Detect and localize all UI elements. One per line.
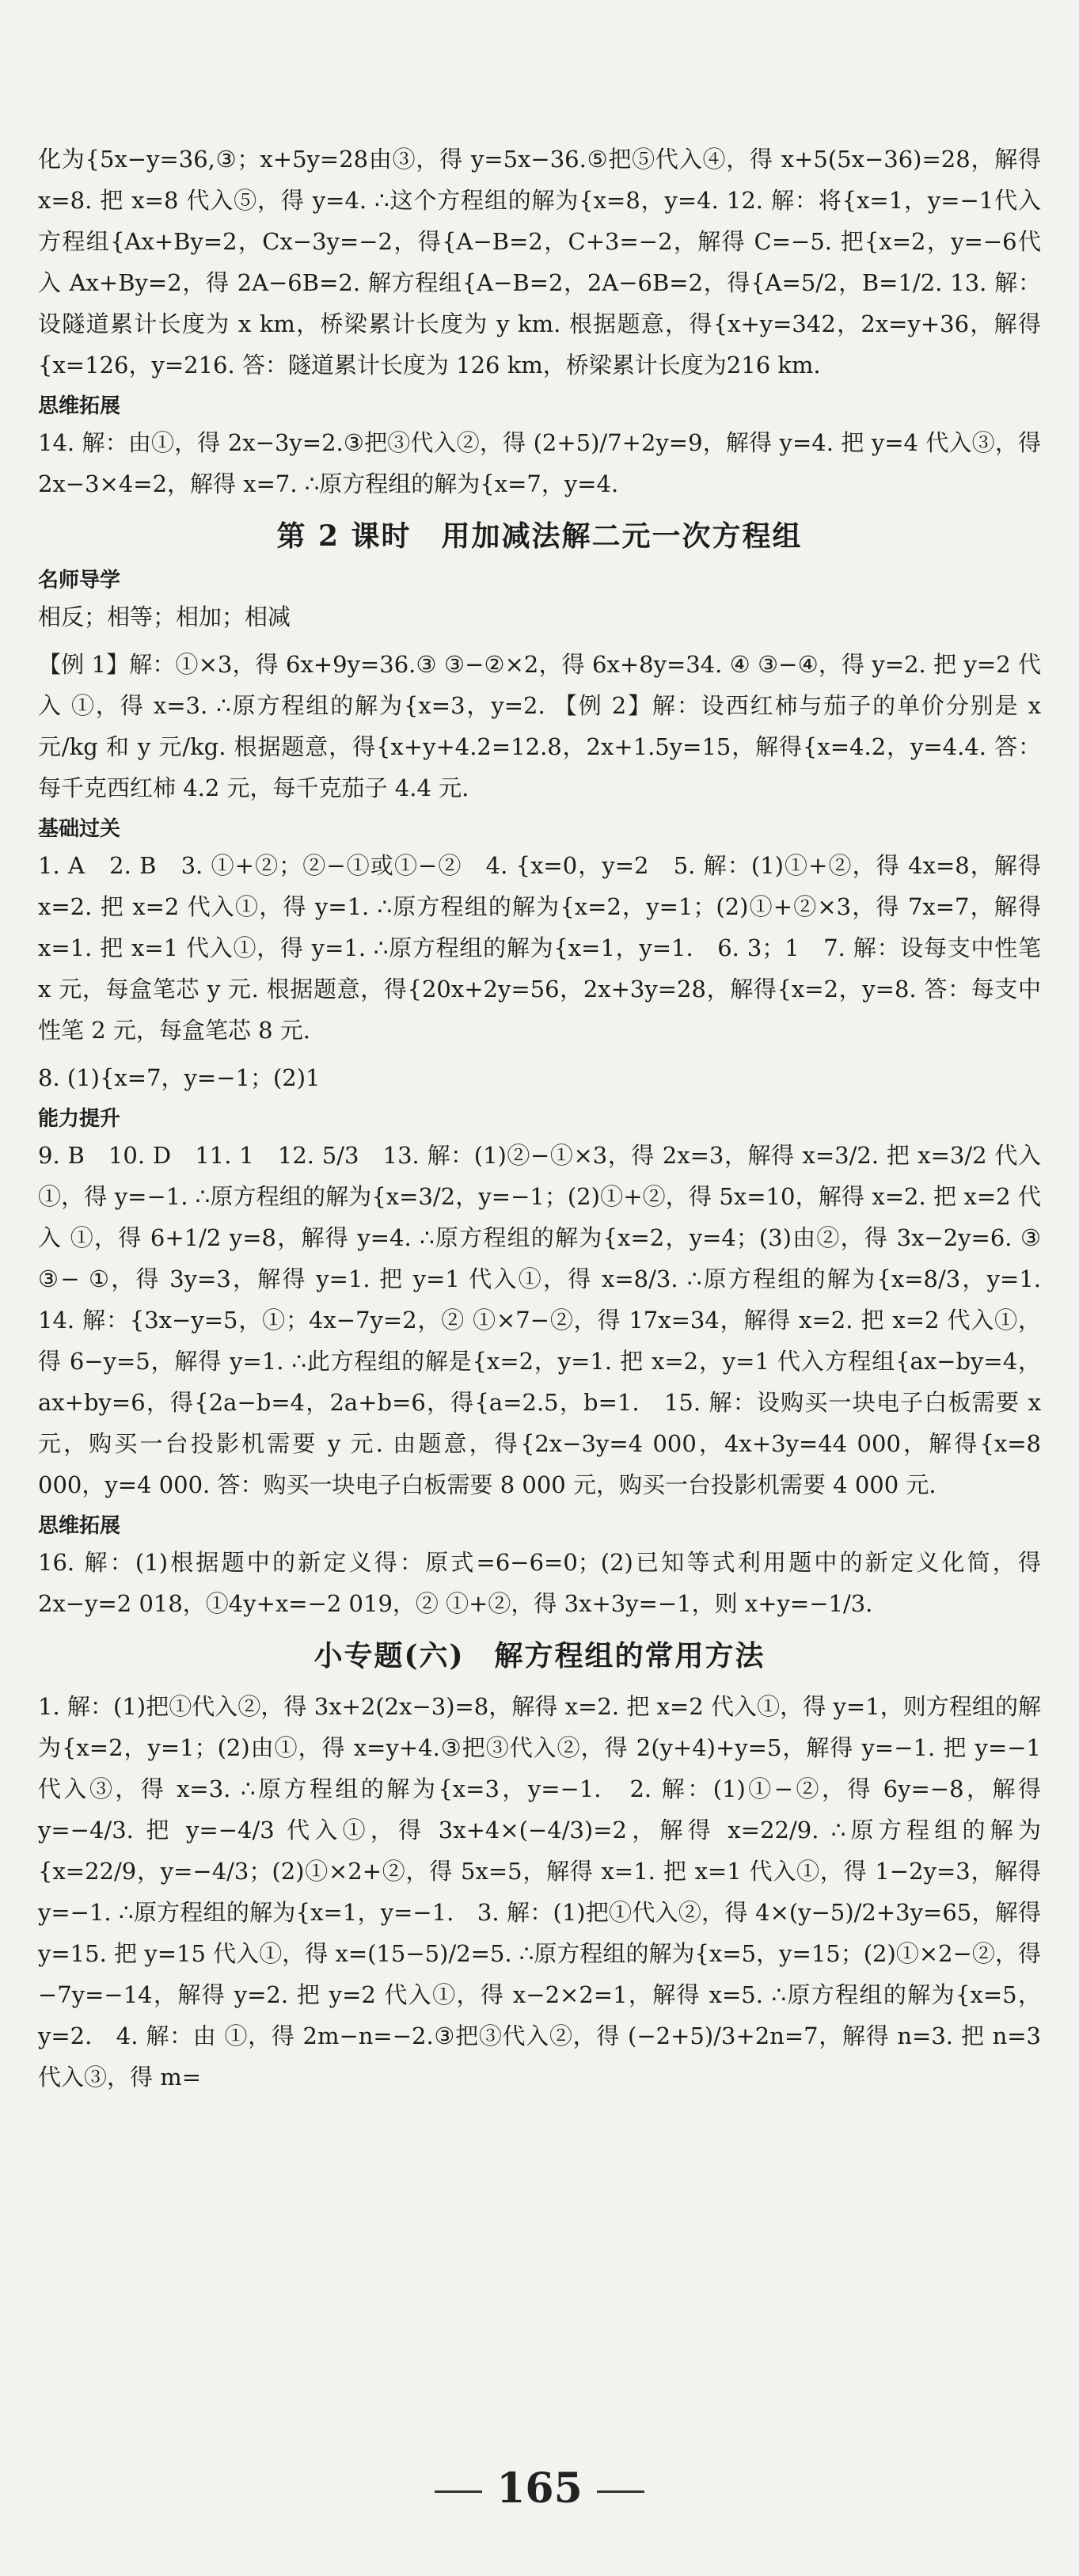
lesson-title: 第 2 课时 用加减法解二元一次方程组 [276, 519, 803, 553]
answer-paragraph: 9. B 10. D 11. 1 12. 5/3 13. 解：(1)②−①×3，得 2x=3，解得 x=3/2. 把 x=3/2 代入 ①，得 y=−1. ∴原方程组的解为{x=3/2，y=−1；(2)①+②，得 5x=10，解得 x=2. 把 x=2 代入 ①，得 6+1/2 y=8，解得 y=4. ∴原方程组的解为{x=2，y=4；(3)由②，得 3x−2y=6. ③ ③− ①，得 3y=3，解得 y=1. 把 y=1 代入①，得 x=8/3. ∴原方程组的解为{x=8/3，y=1. 14. 解：{3x−y=5，①；4x−7y=2，② ①×7−②，得 17x=34，解得 x=2. 把 x=2 代入①，得 6−y=5，解得 y=1. ∴此方程组的解是{x=2，y=1. 把 x=2，y=1 代入方程组{ax−by=4，ax+by=6，得{2a−b=4，2a+b=6，得{a=2.5，b=1. 15. 解：设购买一块电子白板需要 x 元，购买一台投影机需要 y 元. 由题意，得{2x−3y=4 000，4x+3y=44 000，解得{x=8 000，y=4 000. 答：购买一块电子白板需要 8 000 元，购买一台投影机需要 4 000 元. [38, 1142, 1065, 1498]
page-number [0, 2464, 1079, 2513]
answer-paragraph: 16. 解：(1)根据题中的新定义得：原式=6−6=0；(2)已知等式利用题中的新定义化简，得 2x−y=2 018，①4y+x=−2 019，② ①+②，得 3x+3y=−1，则 x+y=−1/3. [38, 1549, 1041, 1617]
section-heading: 能力提升 [38, 1107, 121, 1131]
page-number-dash-left [435, 2490, 482, 2493]
lesson-title: 小专题(六) 解方程组的常用方法 [313, 1639, 766, 1672]
answer-paragraph: 1. 解：(1)把①代入②，得 3x+2(2x−3)=8，解得 x=2. 把 x=2 代入①，得 y=1，则方程组的解为{x=2，y=1；(2)由①，得 x=y+4.③把③代入②，得 2(y+4)+y=5，解得 y=−1. 把 y=−1 代入③，得 x=3. ∴原方程组的解为{x=3，y=−1. 2. 解：(1)①−②，得 6y=−8，解得 y=−4/3. 把 y=−4/3 代入①，得 3x+4×(−4/3)=2，解得 x=22/9. ∴原方程组的解为{x=22/9，y=−4/3；(2)①×2+②，得 5x=5，解得 x=1. 把 x=1 代入①，得 1−2y=3，解得 y=−1. ∴原方程组的解为{x=1，y=−1. 3. 解：(1)把①代入②，得 4×(y−5)/2+3y=65，解得 y=15. 把 y=15 代入①，得 x=(15−5)/2=5. ∴原方程组的解为{x=5，y=15；(2)①×2−②，得−7y=−14，解得 y=2. 把 y=2 代入①，得 x−2×2=1，解得 x=5. ∴原方程组的解为{x=5，y=2. 4. 解：由 ①，得 2m−n=−2.③把③代入②，得 (−2+5)/3+2n=7，解得 n=3. 把 n=3 代入③，得 m= [38, 1693, 1041, 2091]
answer-paragraph: 1. A 2. B 3. ①+②；②−①或①−② 4. {x=0，y=2 5. 解：(1)①+②，得 4x=8，解得 x=2. 把 x=2 代入①，得 y=1. ∴原方程组的解为{x=2，y=1；(2)①+②×3，得 7x=7，解得 x=1. 把 x=1 代入①，得 y=1. ∴原方程组的解为{x=1，y=1. 6. 3；1 7. 解：设每支中性笔 x 元，每盒笔芯 y 元. 根据题意，得{20x+2y=56，2x+3y=28，解得{x=2，y=8. 答：每支中性笔 2 元，每盒笔芯 8 元. [38, 852, 1041, 1044]
section-heading: 思维拓展 [38, 1514, 121, 1538]
section-heading: 基础过关 [38, 817, 121, 841]
section-heading: 名师导学 [38, 569, 121, 592]
page-number-dash-right [597, 2490, 644, 2493]
answer-paragraph: 14. 解：由①，得 2x−3y=2.③把③代入②，得 (2+5)/7+2y=9，解得 y=4. 把 y=4 代入③，得 2x−3×4=2，解得 x=7. ∴原方程组的解为{x=7，y=4. [38, 429, 1041, 497]
answer-paragraph: 化为{5x−y=36,③；x+5y=28由③，得 y=5x−36.⑤把⑤代入④，得 x+5(5x−36)=28，解得 x=8. 把 x=8 代入⑤，得 y=4. ∴这个方程组的解为{x=8，y=4. 12. 解：将{x=1，y=−1代入方程组{Ax+By=2，Cx−3y=−2，得{A−B=2，C+3=−2，解得 C=−5. 把{x=2，y=−6代入 Ax+By=2，得 2A−6B=2. 解方程组{A−B=2，2A−6B=2，得{A=5/2，B=1/2. 13. 解：设隧道累计长度为 x km，桥梁累计长度为 y km. 根据题意，得{x+y=342，2x=y+36，解得{x=126，y=216. 答：隧道累计长度为 126 km，桥梁累计长度为216 km. [38, 146, 1041, 379]
answer-paragraph: 【例 1】解：①×3，得 6x+9y=36.③ ③−②×2，得 6x+8y=34. ④ ③−④，得 y=2. 把 y=2 代入 ①，得 x=3. ∴原方程组的解为{x=3，y=2. 【例 2】解：设西红柿与茄子的单价分别是 x 元/kg 和 y 元/kg. 根据题意，得{x+y+4.2=12.8，2x+1.5y=15，解得{x=4.2，y=4.4. 答：每千克西红柿 4.2 元，每千克茄子 4.4 元. [38, 651, 1041, 801]
page-number-text: 165 [496, 2464, 583, 2513]
answer-paragraph: 相反；相等；相加；相减 [38, 603, 291, 630]
answer-content [38, 139, 1065, 2098]
section-heading: 思维拓展 [38, 394, 121, 418]
answer-paragraph: 8. (1){x=7，y=−1；(2)1 [38, 1064, 321, 1091]
